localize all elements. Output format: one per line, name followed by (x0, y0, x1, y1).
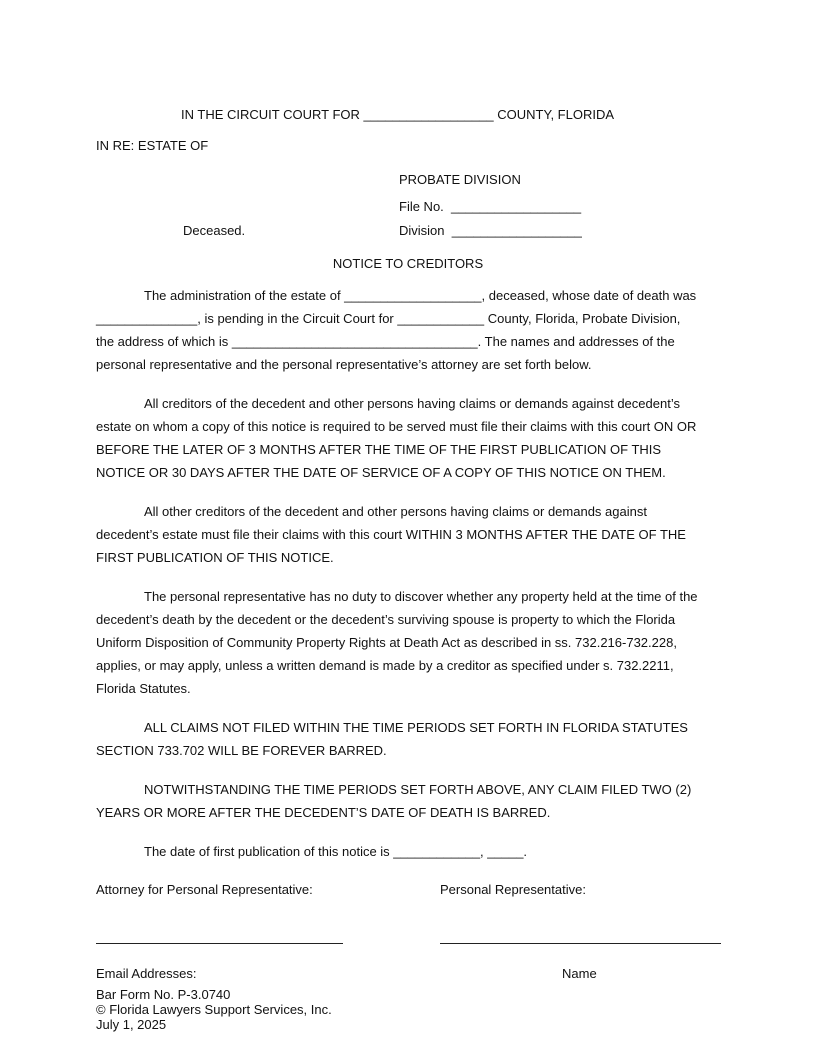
division-field: Division __________________ (399, 223, 582, 238)
copyright-notice: © Florida Lawyers Support Services, Inc. (96, 1002, 332, 1017)
email-addresses-label: Email Addresses: (96, 966, 197, 981)
paragraph-line: All other creditors of the decedent and other persons having claims or demands against (144, 504, 647, 519)
paragraph-line: Uniform Disposition of Community Property Rights at Death Act as described in ss. 732.216-732.228, (96, 635, 677, 650)
paragraph-line: NOTICE OR 30 DAYS AFTER THE DATE OF SERVICE OF A COPY OF THIS NOTICE ON THEM. (96, 465, 666, 480)
personal-representative-signature-line (440, 943, 721, 944)
paragraph-line: personal representative and the personal representative’s attorney are set forth below. (96, 357, 592, 372)
paragraph-line: YEARS OR MORE AFTER THE DECEDENT’S DATE OF DEATH IS BARRED. (96, 805, 551, 820)
court-caption-line: IN THE CIRCUIT COURT FOR __________________ COUNTY, FLORIDA (181, 107, 615, 122)
file-number-field: File No. __________________ (399, 199, 582, 214)
probate-division-heading: PROBATE DIVISION (399, 172, 521, 187)
paragraph-line: Florida Statutes. (96, 681, 191, 696)
deceased-label: Deceased. (183, 223, 246, 238)
paragraph-line: FIRST PUBLICATION OF THIS NOTICE. (96, 550, 334, 565)
paragraph-line: All creditors of the decedent and other persons having claims or demands against decedent’s (144, 396, 680, 411)
paragraph-line: SECTION 733.702 WILL BE FOREVER BARRED. (96, 743, 387, 758)
paragraph-line: decedent’s estate must file their claims with this court WITHIN 3 MONTHS AFTER THE DATE OF THE (96, 527, 686, 542)
paragraph-line: NOTWITHSTANDING THE TIME PERIODS SET FORTH ABOVE, ANY CLAIM FILED TWO (2) (144, 782, 692, 797)
form-date: July 1, 2025 (96, 1017, 167, 1032)
document-title: NOTICE TO CREDITORS (332, 256, 484, 271)
paragraph-line: The administration of the estate of ___________________, deceased, whose date of death was (144, 288, 697, 303)
personal-representative-label: Personal Representative: (440, 882, 586, 897)
paragraph-line: estate on whom a copy of this notice is required to be served must file their claims with this court ON OR (96, 419, 697, 434)
paragraph-line: ALL CLAIMS NOT FILED WITHIN THE TIME PERIODS SET FORTH IN FLORIDA STATUTES (144, 720, 688, 735)
paragraph-line: The personal representative has no duty to discover whether any property held at the time of the (144, 589, 698, 604)
paragraph-line: BEFORE THE LATER OF 3 MONTHS AFTER THE TIME OF THE FIRST PUBLICATION OF THIS (96, 442, 662, 457)
in-re-estate-label: IN RE: ESTATE OF (96, 138, 209, 153)
attorney-signature-line (96, 943, 343, 944)
paragraph-line: ______________, is pending in the Circuit Court for ____________ County, Florida, Probate Division, (96, 311, 681, 326)
paragraph-line: applies, or may apply, unless a written demand is made by a creditor as specified under s. 732.2211, (96, 658, 674, 673)
name-label: Name (562, 966, 597, 981)
attorney-label: Attorney for Personal Representative: (96, 882, 313, 897)
paragraph-line: the address of which is __________________________________. The names and addresses of the (96, 334, 675, 349)
paragraph-publication-date: The date of first publication of this notice is ____________, _____. (144, 844, 528, 859)
paragraph-line: decedent’s death by the decedent or the decedent’s surviving spouse is property to which the Florida (96, 612, 676, 627)
bar-form-number: Bar Form No. P-3.0740 (96, 987, 231, 1002)
